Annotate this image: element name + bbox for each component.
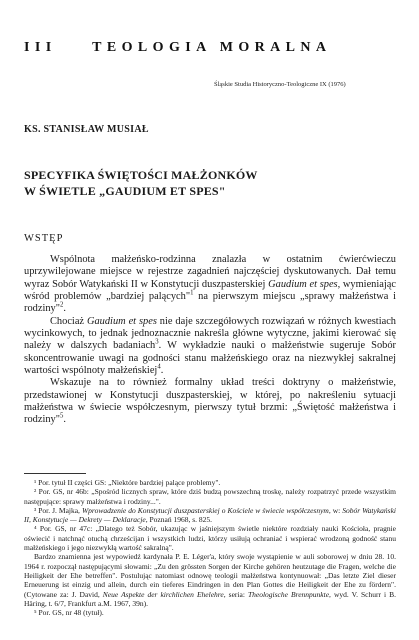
body-text	[24, 254, 396, 427]
footnote-ref[interactable]: 1	[190, 289, 194, 297]
article-title-line-2: W ŚWIETLE „GAUDIUM ET SPES"	[24, 184, 226, 198]
article-title-line-1: SPECYFIKA ŚWIĘTOŚCI MAŁŻONKÓW	[24, 168, 258, 182]
footnote-4-continuation: Bardzo znamienna jest wypowiedź kardynała P. E. Léger'a, który swoje wystąpienie w auli soborowej w dniu 28. 10. 1964 r. rozpoczął następującymi słowami: „Zu den grössten Sorgen der Kirche gehören heutzutage die Fragen, welche die Heiligkeit der Ehe betreffen". Postulując natomiast odnowę teologii małżeństwa kontynuował: „Das letzte Ziel dieser Erneuerung ist einzig und allein, durch ein tieferes Eindringen in den Plan Gottes die Heiligkeit der Ehe zu fördern". (Cytowane za: J. David, Neue Aspekte der kirchlichen Ehelehre, seria: Theologische Brennpunkte, wyd. V. Schurr i B. Häring, t. 6/7, Frankfurt a.M. 1967, 39n).	[24, 552, 397, 608]
footnote-divider	[24, 473, 86, 474]
part-number: III	[24, 40, 57, 55]
footnote-3: ³ Por. J. Majka, Wprowadzenie do Konstytucji duszpasterskiej o Kościele w świecie współczesnym, w: Sobór Watykański II, Konstytucje — Dekrety — Deklaracje, Poznań 1968, s. 825.	[24, 505, 396, 525]
footnote-4: ⁴ Por. GS, nr 47c: „Dlatego też Sobór, ukazując w jaśniejszym świetle niektóre rozdziały nauki Kościoła, pragnie oświecić i natchnąć otuchą chrześcijan i wszystkich ludzi, którzy usiłują ochraniać i wspierać wrodzoną godność stanu małżeńskiego i jego niezwykłą wartość sakralną".	[24, 524, 396, 553]
footnote-2: ² Por. GS, nr 46b: „Spośród licznych spraw, które dziś budzą powszechną troskę, należy rozpatrzyć przede wszystkim następujące: sprawy małżeństwa i rodziny...".	[24, 487, 396, 506]
footnote-ref[interactable]: 2	[59, 301, 64, 309]
paragraph-2: Chociaż Gaudium et spes nie daje szczegółowych rozwiązań w różnych kwestiach wycinkowych, to jednak jednoznacznie nakreśla główne wytyczne, jakimi kierować się należy w dalszych badaniach$^3$. W wykładzie nauki o małżeństwie sugeruje Sobór skoncentrowanie uwagi na godności stanu małżeńskiego oraz na niezwykłej sakralnej wartości wspólnoty małżeńskiej$^4$.	[24, 315, 397, 377]
journal-citation: Śląskie Studia Historyczno-Teologiczne IX (1976)	[214, 81, 346, 88]
section-heading: WSTĘP	[24, 233, 64, 244]
part-title: TEOLOGIA MORALNA	[92, 40, 332, 55]
footnote-ref[interactable]: 4	[157, 363, 161, 371]
footnote-1: ¹ Por. tytuł II części GS: „Niektóre bardziej palące problemy".	[34, 478, 221, 487]
paragraph-1: Wspólnota małżeńsko-rodzinna znalazła w ostatnim ćwierćwieczu uprzywilejowane miejsce w rejestrze zagadnień najczęściej dyskutowanych. Dał temu wyraz Sobór Watykański II w Konstytucji duszpasterskiej Gaudium et spes, wymieniając wśród problemów „bardziej palących"$^1$ na pierwszym miejscu „sprawy małżeństwa i rodziny"$^2$.	[24, 254, 396, 315]
running-header	[24, 40, 331, 56]
footnote-5: ⁵ Por. GS, nr 48 (tytuł).	[34, 608, 104, 618]
author-name: KS. STANISŁAW MUSIAŁ	[24, 124, 149, 135]
paragraph-3: Wskazuje na to również formalny układ treści doktryny o małżeństwie, przedstawionej w Konstytucji duszpasterskiej, w której, po nakreśleniu sytuacji małżeństwa w świecie współczesnym, pierwszy tytuł brzmi: „Świętość małżeństwa i rodziny"$^5$.	[24, 377, 396, 426]
footnote-ref[interactable]: 3	[155, 338, 159, 346]
footnote-ref[interactable]: 5	[59, 413, 64, 420]
footnotes	[24, 478, 396, 617]
